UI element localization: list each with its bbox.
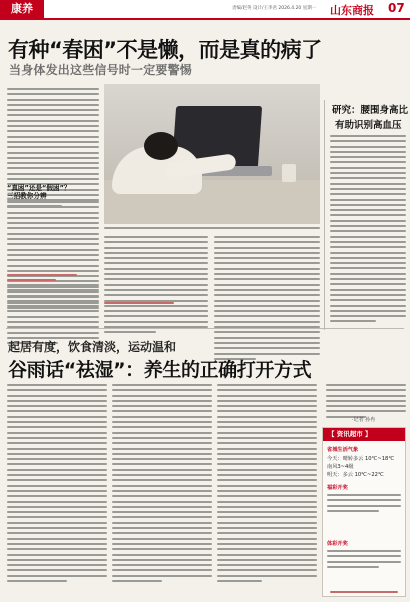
welfare-lottery-lines xyxy=(327,494,401,515)
sidebar-reporter: ·记者 孙冉 xyxy=(352,417,376,423)
article2-col2 xyxy=(112,384,212,585)
info-box xyxy=(322,427,406,597)
photo-caption xyxy=(104,227,320,232)
sidebar-text xyxy=(330,135,406,326)
page-number: 07 xyxy=(388,1,405,15)
info-box-title: 【 资讯超市 】 xyxy=(323,428,405,441)
weather-today: 今天：晴转多云 10℃~18℃ xyxy=(327,456,395,462)
newspaper-name: 山东商报 xyxy=(330,4,374,17)
weather-wind: 南风3~4级 xyxy=(327,464,354,470)
photo-person-head xyxy=(144,132,178,160)
footer-strip xyxy=(330,591,398,596)
subhead-three-tips: 三招教你分辨 xyxy=(7,192,47,200)
weather-tomorrow: 明天：多云 10℃~22℃ xyxy=(327,472,384,478)
photo-mug xyxy=(282,164,296,182)
article2-col3 xyxy=(217,384,317,585)
main-subheadline: 当身体发出这些信号时一定要警惕 xyxy=(9,63,193,77)
welfare-lottery-title: 福彩开奖 xyxy=(327,485,348,491)
weather-title: 省城生活气象 xyxy=(327,447,359,453)
mid-col-a-minihead xyxy=(104,302,174,307)
left-col-minihead-1 xyxy=(7,274,77,285)
subhead-real-sleepy: “真困”还是“假困”？ xyxy=(7,184,71,192)
sports-lottery-lines xyxy=(327,550,401,571)
sidebar-headline-2: 有助识别高血压 xyxy=(335,120,402,131)
main-headline: 有种“春困”不是懒，而是真的病了 xyxy=(8,38,322,62)
article-photo xyxy=(104,84,320,224)
sports-lottery-title: 体彩开奖 xyxy=(327,541,348,547)
mid-col-b-text xyxy=(214,236,320,363)
second-kicker: 起居有度，饮食清淡，运动温和 xyxy=(8,340,177,354)
sidebar-divider xyxy=(324,100,325,330)
section-tag: 康养 xyxy=(0,0,44,18)
article2-col1 xyxy=(7,384,107,585)
section-divider xyxy=(6,328,404,329)
second-headline: 谷雨话“祛湿”：养生的正确打开方式 xyxy=(8,359,312,381)
sidebar-headline: 研究：腰围身高比 xyxy=(332,105,409,116)
page-header xyxy=(0,0,410,20)
page-meta: 责编/赵英 设计/王李君 2026.4.20 星期一 xyxy=(232,6,317,11)
